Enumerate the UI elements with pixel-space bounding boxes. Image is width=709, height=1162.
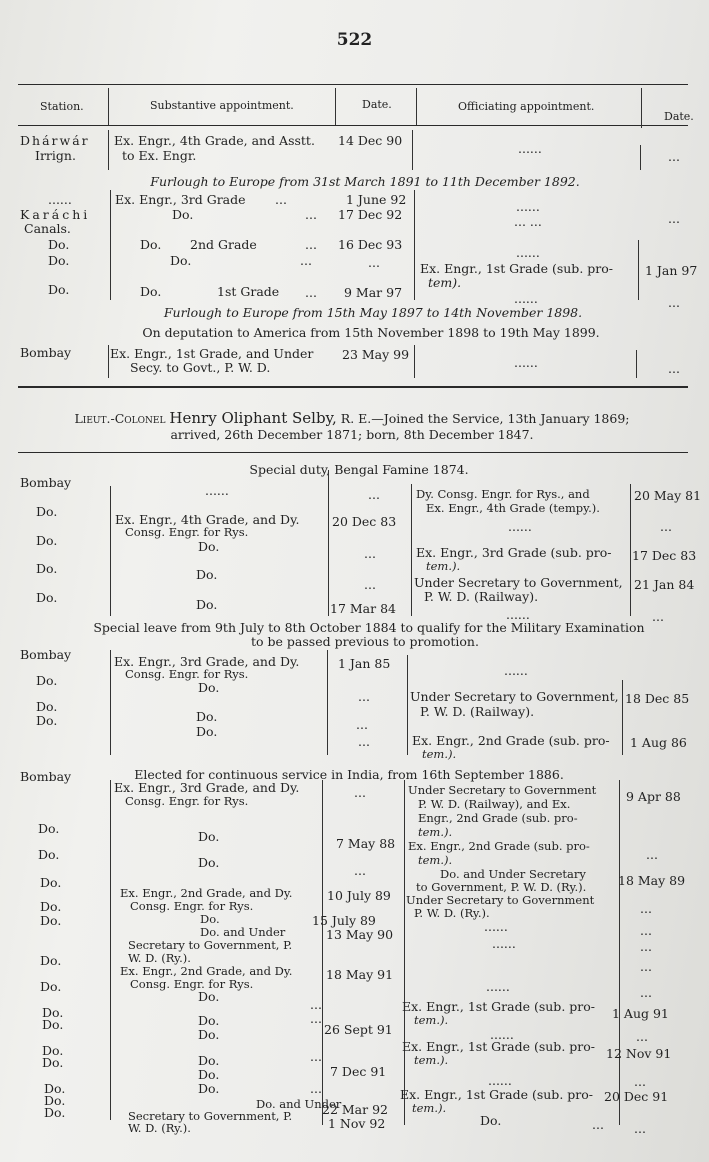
substantive-cell: Consg. Engr. for Rys.: [125, 667, 249, 681]
date2-cell: 1 Aug 86: [630, 735, 687, 750]
officiating-cell: ......: [514, 355, 538, 370]
column-divider: [640, 145, 641, 170]
date-cell: 14 Dec 90: [338, 133, 403, 148]
date2-cell: 21 Jan 84: [634, 577, 695, 592]
column-divider: [108, 88, 109, 125]
date-cell: 16 Dec 93: [338, 237, 403, 252]
station-cell: Do.: [42, 1043, 64, 1058]
date-cell: 7 May 88: [336, 836, 396, 851]
header-top-rule: [18, 84, 688, 85]
officer-rank: Lieut.-Colonel: [74, 411, 166, 426]
officiating-cell: ......: [508, 519, 532, 534]
officiating-cell: ......: [516, 199, 540, 214]
substantive-cell: Ex. Engr., 3rd Grade, and Dy.: [114, 654, 300, 669]
column-divider: [110, 780, 111, 1120]
substantive-cell: Ex. Engr., 3rd Grade, and Dy.: [114, 780, 300, 795]
station-cell: Bombay: [20, 475, 72, 490]
date-cell: ...: [364, 546, 376, 561]
date2-cell: ...: [636, 1029, 648, 1044]
col-date-header: Date.: [362, 98, 392, 111]
date2-cell: 18 Dec 85: [625, 691, 690, 706]
substantive-cell: Consg. Engr. for Rys.: [125, 794, 249, 808]
station-cell: Do.: [38, 821, 60, 836]
officiating-cell: ......: [518, 141, 542, 156]
column-divider: [108, 345, 109, 378]
station-cell: Do.: [36, 561, 58, 576]
substantive-cell: Do.: [198, 855, 220, 870]
date-cell: 17 Mar 84: [330, 601, 396, 616]
column-divider: [636, 350, 637, 378]
date2-cell: ...: [640, 985, 652, 1000]
dots: ...: [300, 253, 312, 268]
date2-cell: 1 Jan 97: [645, 263, 698, 278]
substantive-cell: Do.: [198, 539, 220, 554]
officiating-cell: ......: [506, 607, 530, 622]
officer-birth-info: arrived, 26th December 1871; born, 8th December 1847.: [170, 427, 534, 442]
date2-cell: ...: [640, 959, 652, 974]
column-divider: [641, 88, 642, 128]
date-cell: ...: [364, 577, 376, 592]
date2-cell: ...: [640, 923, 652, 938]
date-cell: 20 Dec 83: [332, 514, 397, 529]
section-rule: [18, 452, 688, 453]
officiating-cell: ......: [486, 979, 510, 994]
column-divider: [622, 680, 623, 755]
column-divider: [110, 486, 111, 616]
date2-cell: ...: [668, 149, 680, 164]
substantive-cell: Do. and Under: [200, 925, 286, 939]
substantive-cell: Consg. Engr. for Rys.: [130, 977, 254, 991]
officiating-cell: Dy. Consg. Engr. for Rys., and: [416, 487, 590, 501]
date-cell: ...: [310, 1081, 322, 1096]
substantive-cell: 1st Grade: [217, 284, 280, 299]
date-cell: 10 July 89: [327, 888, 391, 903]
special-leave-note: to be passed previous to promotion.: [251, 634, 479, 649]
date2-cell: ...: [646, 847, 658, 862]
substantive-cell: Do. and Under: [256, 1097, 342, 1111]
substantive-cell: Do.: [172, 207, 194, 222]
date-cell: 22 Mar 92: [322, 1102, 388, 1117]
date2-cell: 9 Apr 88: [626, 789, 681, 804]
substantive-cell: Secy. to Govt., P. W. D.: [130, 360, 271, 375]
elected-note: Elected for continuous service in India, from 16th September 1886.: [134, 767, 564, 782]
column-divider: [108, 130, 109, 170]
station-cell: Dhárwár: [20, 133, 90, 148]
col-substantive-header: Substantive appointment.: [150, 99, 294, 112]
officiating-cell: Ex. Engr., 4th Grade (tempy.).: [426, 501, 600, 515]
substantive-cell: Ex. Engr., 1st Grade, and Under: [110, 346, 314, 361]
date-cell: 23 May 99: [342, 347, 410, 362]
column-divider: [630, 484, 631, 616]
officiating-cell: Ex. Engr., 1st Grade (sub. pro-: [420, 261, 613, 276]
date2-cell: ...: [640, 939, 652, 954]
column-divider: [414, 190, 415, 300]
station-cell: Do.: [36, 504, 58, 519]
station-cell: Bombay: [20, 345, 72, 360]
date-cell: ...: [310, 1011, 322, 1026]
officiating-cell: Ex. Engr., 1st Grade (sub. pro-: [402, 1039, 595, 1054]
officiating-cell: Do.: [480, 1113, 502, 1128]
station-cell: Do.: [48, 282, 70, 297]
col-date2-header: Date.: [664, 110, 694, 123]
col-officiating-header: Officiating appointment.: [458, 100, 595, 113]
substantive-cell: Do.: [196, 567, 218, 582]
column-divider: [110, 190, 111, 300]
date-cell: 9 Mar 97: [344, 285, 403, 300]
officiating-cell: Ex. Engr., 2nd Grade (sub. pro-: [412, 733, 610, 748]
substantive-cell: W. D. (Ry.).: [128, 951, 191, 965]
station-cell: Do.: [36, 533, 58, 548]
officiating-cell: Ex. Engr., 1st Grade (sub. pro-: [400, 1087, 593, 1102]
date-cell: ...: [310, 997, 322, 1012]
date-cell: 7 Dec 91: [330, 1064, 387, 1079]
column-divider: [328, 470, 329, 616]
officiating-cell: P. W. D. (Railway).: [420, 704, 535, 719]
column-divider: [416, 88, 417, 125]
substantive-cell: Ex. Engr., 2nd Grade, and Dy.: [120, 964, 293, 978]
station-cell: ......: [48, 192, 72, 207]
officiating-cell: tem.).: [412, 1101, 447, 1115]
station-cell: Do.: [36, 699, 58, 714]
officiating-cell: ......: [488, 1073, 512, 1088]
date2-cell: 17 Dec 83: [632, 548, 697, 563]
column-divider: [322, 780, 323, 1125]
officiating-cell: to Government, P. W. D. (Ry.).: [416, 880, 587, 894]
officiating-cell: Under Secretary to Government: [408, 783, 597, 797]
station-cell: Do.: [36, 713, 58, 728]
date2-cell: ...: [660, 519, 672, 534]
station-cell: Do.: [48, 237, 70, 252]
officiating-cell: tem.).: [426, 559, 461, 573]
officiating-cell: P. W. D. (Railway), and Ex.: [418, 797, 571, 811]
substantive-cell: Do.: [198, 1027, 220, 1042]
substantive-cell: Ex. Engr., 4th Grade, and Asstt.: [114, 133, 315, 148]
special-duty-note: Special duty, Bengal Famine 1874.: [249, 462, 469, 477]
date2-cell: ...: [668, 211, 680, 226]
date-cell: 1 June 92: [346, 192, 407, 207]
officiating-cell: Under Secretary to Government,: [410, 689, 619, 704]
officiating-cell: ... ...: [514, 214, 542, 229]
date2-cell: 12 Nov 91: [606, 1046, 672, 1061]
substantive-cell: Secretary to Government, P.: [128, 1109, 293, 1123]
substantive-cell: Do.: [198, 1013, 220, 1028]
date-cell: ...: [354, 863, 366, 878]
station-cell: Bombay: [20, 769, 72, 784]
station-cell: Do.: [44, 1081, 66, 1096]
column-divider: [327, 650, 328, 755]
station-cell: Do.: [36, 590, 58, 605]
column-divider: [638, 240, 639, 300]
substantive-cell: W. D. (Ry.).: [128, 1121, 191, 1135]
officiating-cell: tem.).: [418, 853, 453, 867]
date-cell: 18 May 91: [326, 967, 394, 982]
date-cell: ...: [358, 689, 370, 704]
station-cell: Bombay: [20, 647, 72, 662]
substantive-cell: Do.: [198, 829, 220, 844]
station-cell: Do.: [44, 1105, 66, 1120]
station-cell: Karáchi: [20, 207, 91, 222]
deputation-note: On deputation to America from 15th November 1898 to 19th May 1899.: [142, 325, 600, 340]
date-cell: ...: [310, 1049, 322, 1064]
officiating-cell: ......: [514, 291, 538, 306]
substantive-cell: Do.: [140, 237, 162, 252]
substantive-cell: Consg. Engr. for Rys.: [125, 525, 249, 539]
officiating-cell: Under Secretary to Government: [406, 893, 595, 907]
substantive-cell: ......: [205, 483, 229, 498]
station-cell: Do.: [38, 847, 60, 862]
officiating-cell: tem.).: [422, 747, 457, 761]
column-divider: [414, 345, 415, 378]
special-leave-note: Special leave from 9th July to 8th October 1884 to qualify for the Military Examination: [93, 620, 645, 635]
date2-cell: ...: [652, 609, 664, 624]
substantive-cell: Do.: [140, 284, 162, 299]
officiating-cell: Engr., 2nd Grade (sub. pro-: [418, 811, 578, 825]
date2-cell: ...: [668, 295, 680, 310]
date-cell: ...: [368, 255, 380, 270]
substantive-cell: to Ex. Engr.: [122, 148, 197, 163]
column-divider: [404, 780, 405, 1125]
date-cell: 1 Jan 85: [338, 656, 391, 671]
date2-cell: 1 Aug 91: [612, 1006, 669, 1021]
officiating-cell: ......: [484, 919, 508, 934]
officiating-cell: P. W. D. (Railway).: [424, 589, 539, 604]
substantive-cell: Do.: [198, 1053, 220, 1068]
officiating-cell: tem).: [428, 275, 462, 290]
officiating-cell: tem.).: [414, 1053, 449, 1067]
substantive-cell: Ex. Engr., 4th Grade, and Dy.: [115, 512, 300, 527]
officiating-cell: ......: [516, 245, 540, 260]
column-divider: [619, 780, 620, 1125]
officiating-cell: tem.).: [418, 825, 453, 839]
date2-cell: 18 May 89: [618, 873, 686, 888]
officiating-cell: Ex. Engr., 2nd Grade (sub. pro-: [408, 839, 590, 853]
station-cell: Canals.: [24, 221, 71, 236]
substantive-cell: Do.: [170, 253, 192, 268]
date-cell: 17 Dec 92: [338, 207, 403, 222]
station-cell: Irrign.: [35, 148, 76, 163]
substantive-cell: 2nd Grade: [190, 237, 257, 252]
station-cell: Do.: [36, 673, 58, 688]
date-cell: 13 May 90: [326, 927, 394, 942]
substantive-cell: Do.: [198, 680, 220, 695]
officiating-cell: ......: [492, 936, 516, 951]
officiating-cell: Ex. Engr., 1st Grade (sub. pro-: [402, 999, 595, 1014]
substantive-cell: Do.: [196, 597, 218, 612]
station-cell: Do.: [42, 1055, 64, 1070]
substantive-cell: Do.: [200, 912, 220, 926]
dots: ...: [275, 192, 287, 207]
header-bottom-rule: [18, 125, 688, 126]
column-divider: [407, 655, 408, 755]
officiating-cell: Ex. Engr., 3rd Grade (sub. pro-: [416, 545, 612, 560]
station-cell: Do.: [42, 1005, 64, 1020]
substantive-cell: Do.: [196, 724, 218, 739]
date-cell: ...: [356, 717, 368, 732]
station-cell: Do.: [42, 1017, 64, 1032]
date-cell: ...: [354, 785, 366, 800]
column-divider: [412, 130, 413, 170]
dots: ...: [592, 1117, 604, 1132]
officiating-cell: ......: [490, 1027, 514, 1042]
column-divider: [335, 88, 336, 125]
officiating-cell: Do. and Under Secretary: [440, 867, 586, 881]
date2-cell: ...: [634, 1121, 646, 1136]
section-rule: [18, 386, 688, 388]
station-cell: Do.: [40, 913, 62, 928]
dots: ...: [305, 285, 317, 300]
substantive-cell: Ex. Engr., 3rd Grade: [115, 192, 246, 207]
substantive-cell: Do.: [198, 1067, 220, 1082]
station-cell: Do.: [40, 953, 62, 968]
substantive-cell: Consg. Engr. for Rys.: [130, 899, 254, 913]
page-number: 522: [336, 30, 373, 50]
officiating-cell: tem.).: [414, 1013, 449, 1027]
date-cell: 1 Nov 92: [328, 1116, 386, 1131]
substantive-cell: Ex. Engr., 2nd Grade, and Dy.: [120, 886, 293, 900]
date-cell: 15 July 89: [312, 913, 376, 928]
date-cell: ...: [358, 734, 370, 749]
date2-cell: ...: [640, 901, 652, 916]
officiating-cell: P. W. D. (Ry.).: [414, 906, 490, 920]
furlough-note: Furlough to Europe from 15th May 1897 to 14th November 1898.: [163, 305, 583, 320]
column-divider: [110, 650, 111, 755]
date2-cell: ...: [634, 1074, 646, 1089]
substantive-cell: Do.: [198, 1081, 220, 1096]
substantive-cell: Secretary to Government, P.: [128, 938, 293, 952]
col-station-header: Station.: [40, 100, 84, 113]
station-cell: Do.: [40, 875, 62, 890]
furlough-note: Furlough to Europe from 31st March 1891 to 11th December 1892.: [150, 174, 580, 189]
officiating-cell: ......: [504, 663, 528, 678]
date-cell: ...: [368, 487, 380, 502]
date2-cell: 20 Dec 91: [604, 1089, 669, 1104]
date2-cell: ...: [668, 361, 680, 376]
column-divider: [411, 484, 412, 616]
station-cell: Do.: [44, 1093, 66, 1108]
date2-cell: 20 May 81: [634, 488, 702, 503]
substantive-cell: Do.: [198, 989, 220, 1004]
dots: ...: [305, 207, 317, 222]
station-cell: Do.: [40, 899, 62, 914]
date-cell: 26 Sept 91: [324, 1022, 393, 1037]
station-cell: Do.: [40, 979, 62, 994]
station-cell: Do.: [48, 253, 70, 268]
officer-biography: [22, 410, 682, 443]
officer-service-info: R. E.—Joined the Service, 13th January 1869;: [340, 411, 630, 426]
substantive-cell: Do.: [196, 709, 218, 724]
dots: ...: [305, 237, 317, 252]
officiating-cell: Under Secretary to Government,: [414, 575, 623, 590]
officer-name: Henry Oliphant Selby,: [169, 409, 337, 427]
